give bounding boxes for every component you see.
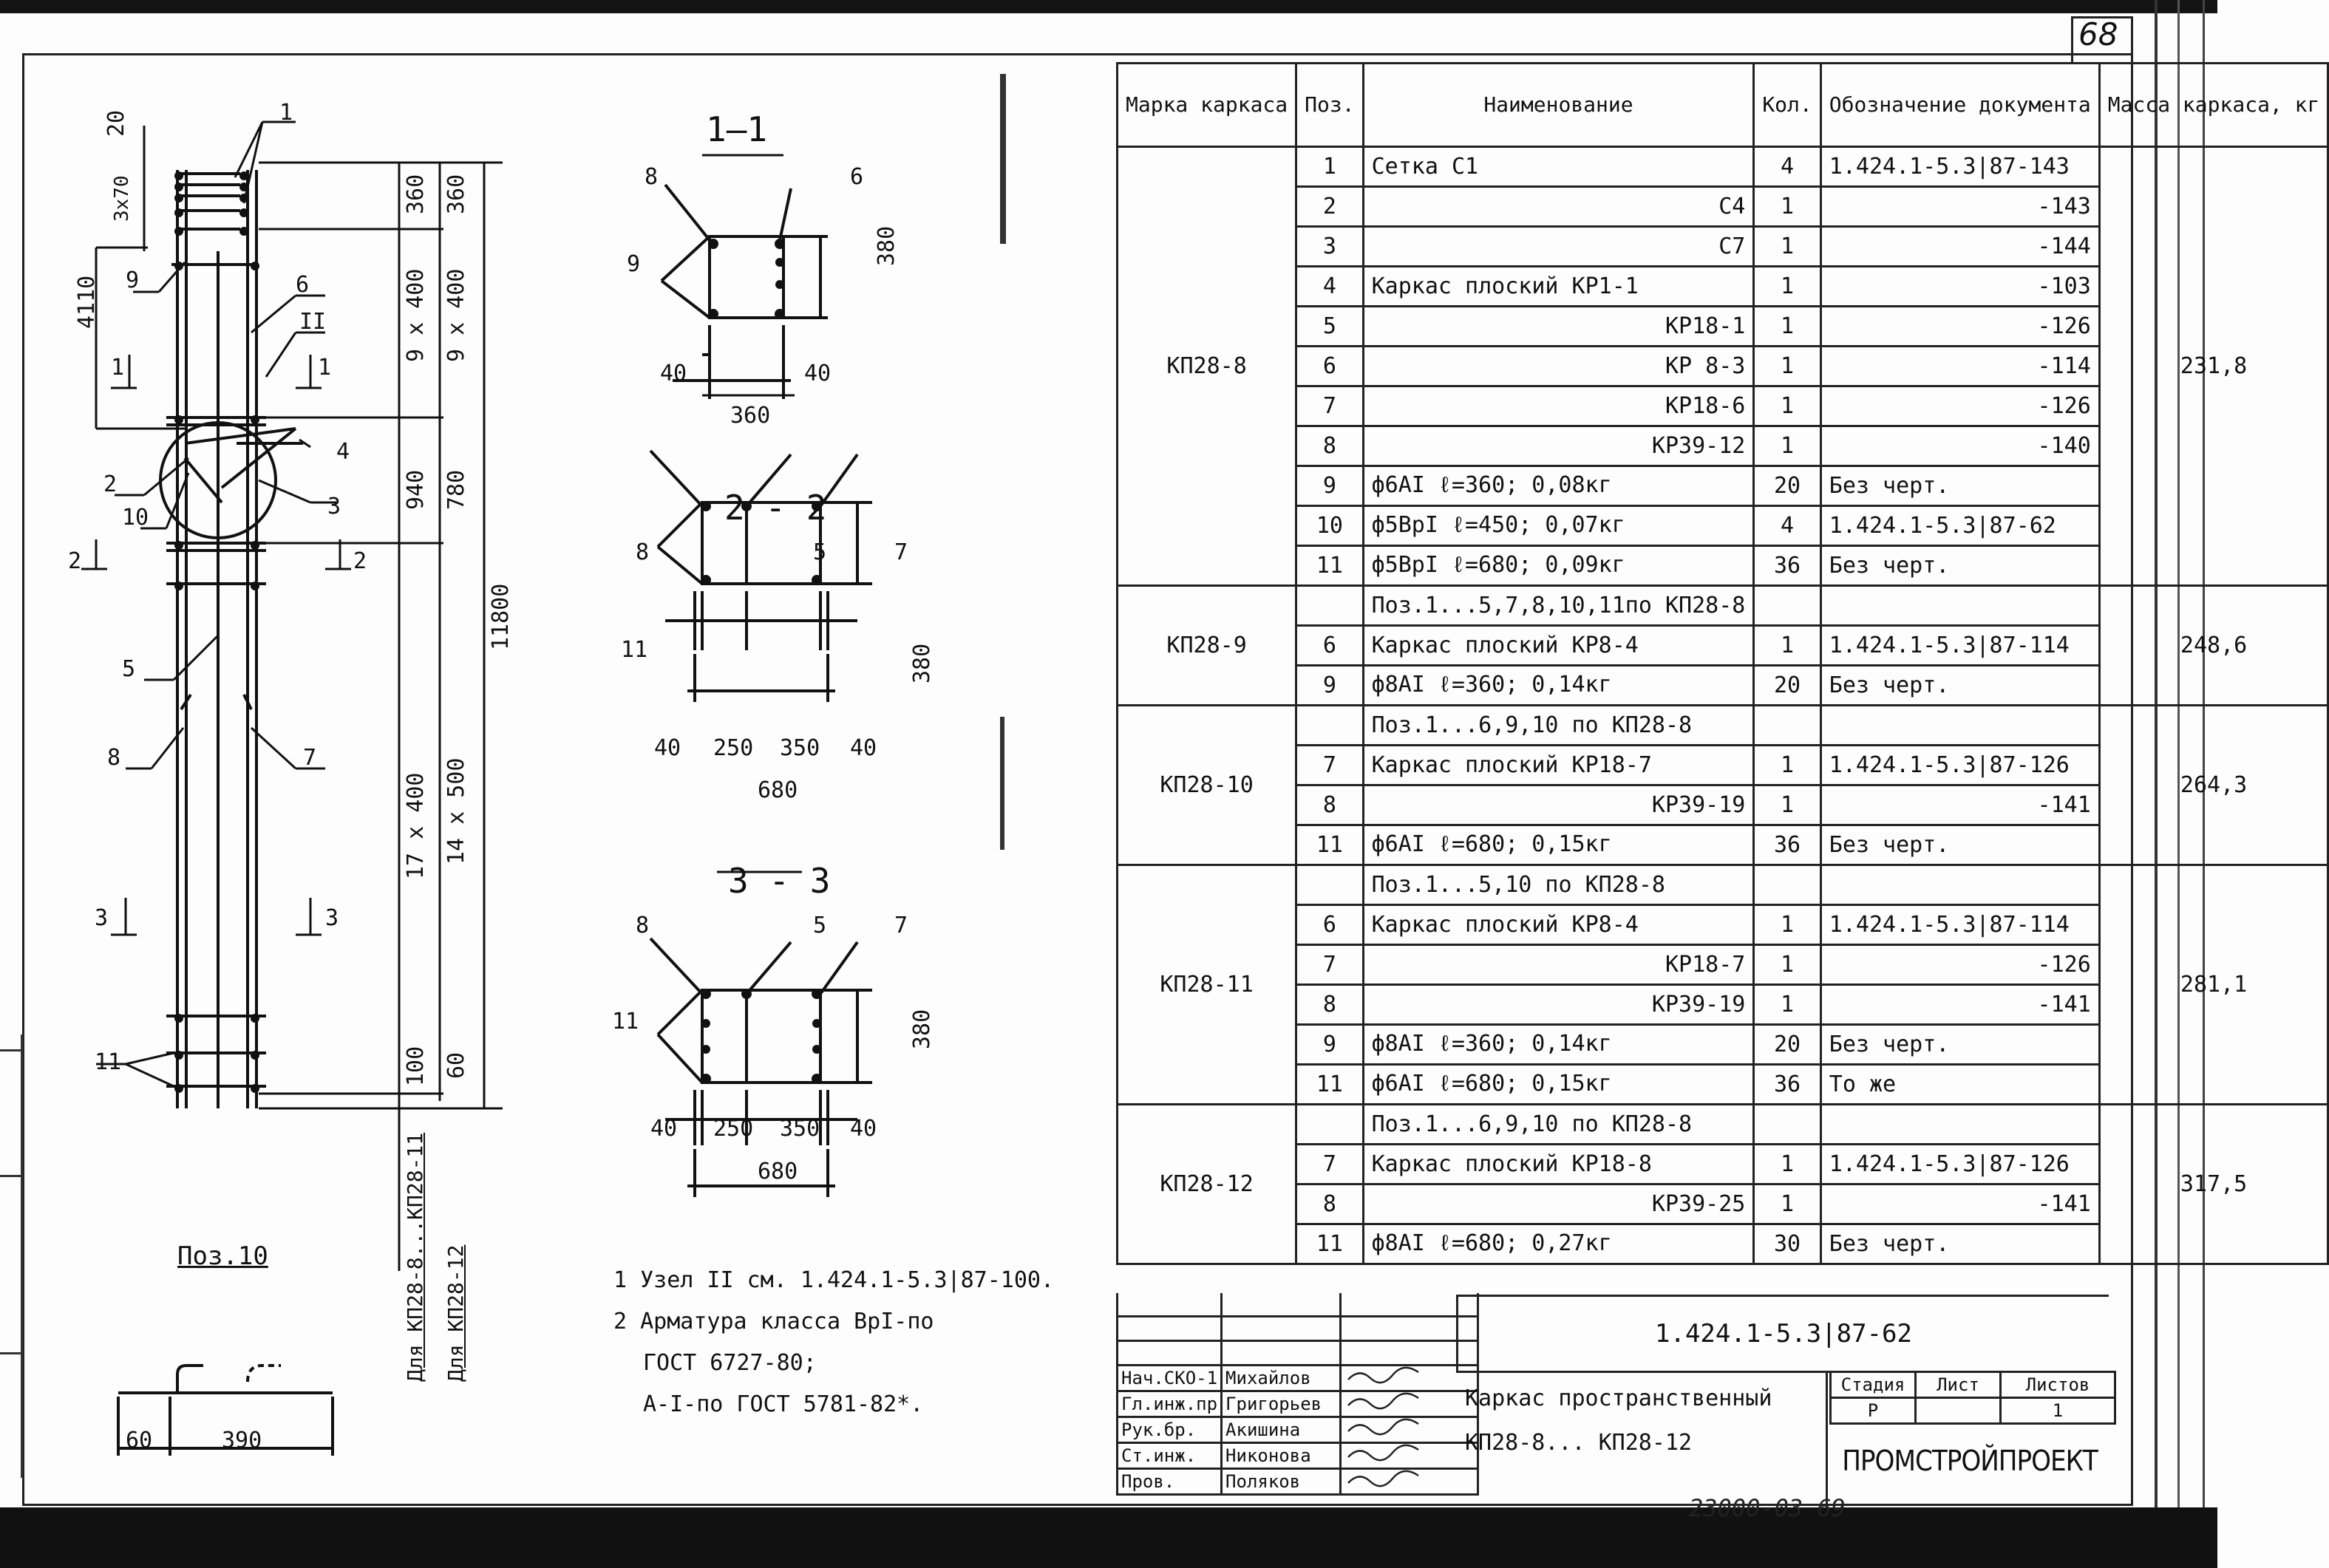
signatory-name: Акишина bbox=[1222, 1417, 1341, 1443]
document-cell: -143 bbox=[1820, 187, 2099, 227]
callout-node-2: II bbox=[299, 309, 327, 335]
organization-name: ПРОМСТРОЙПРОЕКТ bbox=[1842, 1445, 2098, 1477]
cut-mark-2-right: 2 bbox=[353, 548, 367, 574]
title-block-signatures bbox=[1116, 1293, 1479, 1496]
section-2-2-title: 2 - 2 bbox=[724, 488, 827, 528]
document-cell: Без черт. bbox=[1820, 666, 2099, 706]
position-cell: 11 bbox=[1296, 546, 1363, 586]
handwritten-signature-icon bbox=[1344, 1444, 1426, 1463]
s2-callout-7: 7 bbox=[894, 539, 908, 565]
signature-row bbox=[1118, 1417, 1478, 1443]
name-cell: ф8АI ℓ=360; 0,14кг bbox=[1363, 666, 1754, 706]
position-cell: 11 bbox=[1296, 1224, 1363, 1264]
document-cell: -126 bbox=[1820, 386, 2099, 426]
pos10-dim-60: 60 bbox=[126, 1428, 153, 1453]
dim-4110: 4110 bbox=[74, 275, 100, 329]
quantity-cell bbox=[1754, 706, 1820, 746]
cut-mark-3-right: 3 bbox=[325, 905, 339, 931]
signatory-role: Рук.бр. bbox=[1118, 1417, 1222, 1443]
position-cell: 5 bbox=[1296, 307, 1363, 347]
quantity-cell: 36 bbox=[1754, 825, 1820, 865]
s1-callout-8: 8 bbox=[645, 164, 659, 190]
position-cell: 11 bbox=[1296, 825, 1363, 865]
quantity-cell: 1 bbox=[1754, 905, 1820, 945]
pos10-title: Поз.10 bbox=[177, 1241, 268, 1271]
header-mark: Марка каркаса bbox=[1118, 64, 1296, 147]
cage-mark: КП28-12 bbox=[1118, 1105, 1296, 1264]
callout-pos-2: 2 bbox=[103, 471, 118, 497]
specification-table bbox=[1116, 62, 2329, 1265]
name-cell: ф5ВрI ℓ=450; 0,07кг bbox=[1363, 506, 1754, 546]
quantity-cell: 1 bbox=[1754, 347, 1820, 386]
callout-pos-11: 11 bbox=[95, 1049, 122, 1075]
document-cell: -126 bbox=[1820, 945, 2099, 985]
s3-dim-680: 680 bbox=[758, 1159, 798, 1184]
document-cell: -141 bbox=[1820, 985, 2099, 1025]
signatory-name: Никонова bbox=[1222, 1443, 1341, 1469]
quantity-cell: 1 bbox=[1754, 227, 1820, 267]
section-3-3-title: 3 - 3 bbox=[728, 861, 831, 901]
cage-mark: КП28-8 bbox=[1118, 147, 1296, 586]
note-2-line-3: А-I-по ГОСТ 5781-82*. bbox=[643, 1391, 924, 1417]
dim-360-b: 360 bbox=[443, 174, 469, 214]
signatory-role: Ст.инж. bbox=[1118, 1443, 1222, 1469]
dim-780: 780 bbox=[443, 469, 469, 510]
callout-pos-9: 9 bbox=[126, 267, 140, 293]
name-cell: Каркас плоский КР8-4 bbox=[1363, 905, 1754, 945]
document-cell: Без черт. bbox=[1820, 466, 2099, 506]
s1-callout-6: 6 bbox=[850, 164, 864, 190]
position-cell: 7 bbox=[1296, 1145, 1363, 1184]
document-cell bbox=[1820, 865, 2099, 905]
table-row bbox=[1118, 706, 2328, 746]
name-cell: Поз.1...6,9,10 по КП28-8 bbox=[1363, 706, 1754, 746]
name-cell: Каркас плоский КР8-4 bbox=[1363, 626, 1754, 666]
header-mass: Масса каркаса, кг bbox=[2099, 64, 2328, 147]
drawing-title bbox=[1456, 1371, 1828, 1504]
signatory-name: Михайлов bbox=[1222, 1366, 1341, 1391]
position-cell: 8 bbox=[1296, 1184, 1363, 1224]
spec-body bbox=[1118, 147, 2328, 1264]
stage-value: Р bbox=[1831, 1398, 1916, 1424]
position-cell: 7 bbox=[1296, 945, 1363, 985]
quantity-cell: 36 bbox=[1754, 546, 1820, 586]
document-cell: -141 bbox=[1820, 785, 2099, 825]
quantity-cell: 20 bbox=[1754, 666, 1820, 706]
position-cell bbox=[1296, 865, 1363, 905]
s3-callout-11: 11 bbox=[612, 1009, 639, 1034]
header-qty: Кол. bbox=[1754, 64, 1820, 147]
drawing-title-line-1: Каркас пространственный bbox=[1465, 1385, 1772, 1411]
cage-mark: КП28-9 bbox=[1118, 586, 1296, 706]
dim-100: 100 bbox=[403, 1046, 429, 1086]
name-cell: Каркас плоский КР18-7 bbox=[1363, 746, 1754, 785]
s3-dim-40-left: 40 bbox=[650, 1116, 678, 1142]
s3-dim-40-right: 40 bbox=[850, 1116, 877, 1142]
pos10-detail-drawing bbox=[103, 1352, 355, 1478]
quantity-cell: 1 bbox=[1754, 187, 1820, 227]
s1-dim-40-right: 40 bbox=[804, 361, 832, 386]
signatures-body bbox=[1118, 1366, 1478, 1495]
name-cell: Поз.1...5,7,8,10,11по КП28-8 bbox=[1363, 586, 1754, 626]
s3-callout-7: 7 bbox=[894, 913, 908, 938]
name-cell: КР 8-3 bbox=[1363, 347, 1754, 386]
name-cell: КР18-1 bbox=[1363, 307, 1754, 347]
callout-pos-1: 1 bbox=[279, 100, 293, 126]
note-for-kp28-12: Для КП28-12 bbox=[443, 1244, 468, 1382]
s2-dim-380: 380 bbox=[909, 643, 935, 684]
document-cell: 1.424.1-5.3|87-114 bbox=[1820, 626, 2099, 666]
s2-callout-8: 8 bbox=[636, 539, 650, 565]
quantity-cell: 1 bbox=[1754, 1145, 1820, 1184]
document-cell: -126 bbox=[1820, 307, 2099, 347]
document-cell: -140 bbox=[1820, 426, 2099, 466]
dim-17x400: 17 x 400 bbox=[403, 772, 429, 879]
cage-mass: 231,8 bbox=[2099, 147, 2328, 586]
position-cell: 1 bbox=[1296, 147, 1363, 187]
header-name: Наименование bbox=[1363, 64, 1754, 147]
document-cell: 1.424.1-5.3|87-126 bbox=[1820, 746, 2099, 785]
position-cell: 6 bbox=[1296, 626, 1363, 666]
callout-pos-3: 3 bbox=[327, 494, 341, 519]
document-cell bbox=[1820, 1105, 2099, 1145]
name-cell: ф6АI ℓ=360; 0,08кг bbox=[1363, 466, 1754, 506]
cage-mark: КП28-11 bbox=[1118, 865, 1296, 1105]
signature-row bbox=[1118, 1443, 1478, 1469]
sheets-label: Листов bbox=[2001, 1372, 2115, 1398]
s3-callout-8: 8 bbox=[636, 913, 650, 938]
quantity-cell: 36 bbox=[1754, 1065, 1820, 1105]
cut-mark-3-left: 3 bbox=[95, 905, 109, 931]
header-pos: Поз. bbox=[1296, 64, 1363, 147]
document-cell: 1.424.1-5.3|87-143 bbox=[1820, 147, 2099, 187]
quantity-cell: 1 bbox=[1754, 1184, 1820, 1224]
position-cell: 11 bbox=[1296, 1065, 1363, 1105]
s2-callout-5: 5 bbox=[813, 539, 827, 565]
s2-dim-250: 250 bbox=[713, 735, 754, 761]
stage-label: Стадия bbox=[1831, 1372, 1916, 1398]
position-cell: 6 bbox=[1296, 905, 1363, 945]
document-cell: 1.424.1-5.3|87-114 bbox=[1820, 905, 2099, 945]
name-cell: ф8АI ℓ=680; 0,27кг bbox=[1363, 1224, 1754, 1264]
signature-row bbox=[1118, 1391, 1478, 1417]
handwritten-signature-icon bbox=[1344, 1366, 1426, 1385]
document-cell: -141 bbox=[1820, 1184, 2099, 1224]
callout-pos-10: 10 bbox=[122, 505, 149, 531]
dim-9x400-b: 9 x 400 bbox=[443, 268, 469, 362]
document-cell: -103 bbox=[1820, 267, 2099, 307]
position-cell bbox=[1296, 586, 1363, 626]
document-cell bbox=[1820, 586, 2099, 626]
dim-60: 60 bbox=[443, 1051, 469, 1079]
cut-mark-1-right: 1 bbox=[318, 355, 332, 381]
quantity-cell: 1 bbox=[1754, 785, 1820, 825]
position-cell bbox=[1296, 1105, 1363, 1145]
document-cell: -114 bbox=[1820, 347, 2099, 386]
handwritten-signature-icon bbox=[1344, 1392, 1426, 1411]
signatory-role: Пров. bbox=[1118, 1469, 1222, 1495]
name-cell: КР18-6 bbox=[1363, 386, 1754, 426]
position-cell: 6 bbox=[1296, 347, 1363, 386]
cage-mass: 248,6 bbox=[2099, 586, 2328, 706]
dim-14x500: 14 x 500 bbox=[443, 757, 469, 865]
quantity-cell: 1 bbox=[1754, 626, 1820, 666]
position-cell: 8 bbox=[1296, 985, 1363, 1025]
table-row bbox=[1118, 147, 2328, 187]
name-cell: ф8АI ℓ=360; 0,14кг bbox=[1363, 1025, 1754, 1065]
s2-dim-350: 350 bbox=[780, 735, 820, 761]
name-cell: КР39-12 bbox=[1363, 426, 1754, 466]
position-cell: 7 bbox=[1296, 746, 1363, 785]
dim-11800: 11800 bbox=[488, 583, 514, 650]
notes bbox=[613, 1260, 1054, 1425]
drawing-title-line-2: КП28-8... КП28-12 bbox=[1465, 1430, 1693, 1456]
note-2-line-2: ГОСТ 6727-80; bbox=[643, 1350, 817, 1376]
name-cell: С7 bbox=[1363, 227, 1754, 267]
s3-dim-250: 250 bbox=[713, 1116, 754, 1142]
quantity-cell: 1 bbox=[1754, 985, 1820, 1025]
quantity-cell: 20 bbox=[1754, 1025, 1820, 1065]
cut-mark-1-left: 1 bbox=[111, 355, 125, 381]
spec-header-row bbox=[1118, 64, 2328, 147]
document-cell: Без черт. bbox=[1820, 1224, 2099, 1264]
document-cell: То же bbox=[1820, 1065, 2099, 1105]
name-cell: Каркас плоский КР1-1 bbox=[1363, 267, 1754, 307]
callout-pos-6: 6 bbox=[296, 272, 310, 298]
name-cell: ф6АI ℓ=680; 0,15кг bbox=[1363, 1065, 1754, 1105]
name-cell: Сетка С1 bbox=[1363, 147, 1754, 187]
s1-dim-40-left: 40 bbox=[660, 361, 687, 386]
signatory-role: Нач.СКО-1 bbox=[1118, 1366, 1222, 1391]
name-cell: КР18-7 bbox=[1363, 945, 1754, 985]
handwritten-signature-icon bbox=[1344, 1470, 1426, 1489]
scan-border-bottom bbox=[0, 1507, 2217, 1568]
quantity-cell: 1 bbox=[1754, 267, 1820, 307]
position-cell: 9 bbox=[1296, 466, 1363, 506]
document-cell: 1.424.1-5.3|87-126 bbox=[1820, 1145, 2099, 1184]
quantity-cell: 1 bbox=[1754, 386, 1820, 426]
name-cell: КР39-19 bbox=[1363, 785, 1754, 825]
s1-dim-380: 380 bbox=[874, 225, 900, 266]
dim-3x70: 3x70 bbox=[111, 175, 133, 222]
quantity-cell: 4 bbox=[1754, 506, 1820, 546]
note-2: 2 Арматура класса ВрI-по bbox=[613, 1309, 934, 1334]
signatory-name: Поляков bbox=[1222, 1469, 1341, 1495]
dim-940: 940 bbox=[403, 469, 429, 510]
position-cell: 2 bbox=[1296, 187, 1363, 227]
name-cell: ф5ВрI ℓ=680; 0,09кг bbox=[1363, 546, 1754, 586]
page-number: 68 bbox=[2078, 16, 2118, 52]
stage-sheet-block bbox=[1829, 1371, 2116, 1425]
table-row bbox=[1118, 586, 2328, 626]
signature-row bbox=[1118, 1366, 1478, 1391]
position-cell bbox=[1296, 706, 1363, 746]
position-cell: 7 bbox=[1296, 386, 1363, 426]
table-row bbox=[1118, 1105, 2328, 1145]
table-row bbox=[1118, 865, 2328, 905]
s2-dim-40-right: 40 bbox=[850, 735, 877, 761]
position-cell: 3 bbox=[1296, 227, 1363, 267]
quantity-cell: 30 bbox=[1754, 1224, 1820, 1264]
document-cell: -144 bbox=[1820, 227, 2099, 267]
cage-mark: КП28-10 bbox=[1118, 706, 1296, 865]
cage-mass: 281,1 bbox=[2099, 865, 2328, 1105]
position-cell: 8 bbox=[1296, 426, 1363, 466]
callout-pos-7: 7 bbox=[303, 745, 317, 771]
dim-9x400-a: 9 x 400 bbox=[403, 268, 429, 362]
pos10-dim-390: 390 bbox=[222, 1428, 262, 1453]
position-cell: 9 bbox=[1296, 666, 1363, 706]
cage-mass: 317,5 bbox=[2099, 1105, 2328, 1264]
quantity-cell: 20 bbox=[1754, 466, 1820, 506]
callout-pos-4: 4 bbox=[336, 439, 350, 465]
quantity-cell: 1 bbox=[1754, 307, 1820, 347]
name-cell: Каркас плоский КР18-8 bbox=[1363, 1145, 1754, 1184]
document-cell: Без черт. bbox=[1820, 825, 2099, 865]
callout-pos-8: 8 bbox=[107, 745, 121, 771]
quantity-cell: 4 bbox=[1754, 147, 1820, 187]
s3-dim-380: 380 bbox=[909, 1009, 935, 1049]
s3-callout-5: 5 bbox=[813, 913, 827, 938]
position-cell: 4 bbox=[1296, 267, 1363, 307]
name-cell: ф6АI ℓ=680; 0,15кг bbox=[1363, 825, 1754, 865]
name-cell: Поз.1...5,10 по КП28-8 bbox=[1363, 865, 1754, 905]
name-cell: Поз.1...6,9,10 по КП28-8 bbox=[1363, 1105, 1754, 1145]
s1-callout-9: 9 bbox=[627, 251, 641, 277]
name-cell: КР39-25 bbox=[1363, 1184, 1754, 1224]
note-for-kp28-8-11: Для КП28-8...КП28-11 bbox=[403, 1132, 427, 1382]
dim-20: 20 bbox=[103, 109, 129, 137]
signatory-role: Гл.инж.пр bbox=[1118, 1391, 1222, 1417]
archive-number: 23000-03 69 bbox=[1689, 1494, 1846, 1522]
quantity-cell: 1 bbox=[1754, 945, 1820, 985]
name-cell: КР39-19 bbox=[1363, 985, 1754, 1025]
header-doc: Обозначение документа bbox=[1820, 64, 2099, 147]
document-cell bbox=[1820, 706, 2099, 746]
document-code: 1.424.1-5.3|87-62 bbox=[1456, 1295, 2109, 1373]
quantity-cell bbox=[1754, 1105, 1820, 1145]
sheets-value: 1 bbox=[2001, 1398, 2115, 1424]
sheet-label: Лист bbox=[1916, 1372, 2001, 1398]
handwritten-signature-icon bbox=[1344, 1418, 1426, 1437]
quantity-cell: 1 bbox=[1754, 746, 1820, 785]
s2-callout-11: 11 bbox=[621, 637, 648, 663]
position-cell: 8 bbox=[1296, 785, 1363, 825]
cage-mass: 264,3 bbox=[2099, 706, 2328, 865]
note-1: 1 Узел II см. 1.424.1-5.3|87-100. bbox=[613, 1267, 1055, 1293]
document-cell: Без черт. bbox=[1820, 1025, 2099, 1065]
quantity-cell bbox=[1754, 865, 1820, 905]
signatory-name: Григорьев bbox=[1222, 1391, 1341, 1417]
s1-dim-360: 360 bbox=[730, 403, 771, 429]
s3-dim-350: 350 bbox=[780, 1116, 820, 1142]
position-cell: 10 bbox=[1296, 506, 1363, 546]
signature-row bbox=[1118, 1469, 1478, 1495]
dim-360-a: 360 bbox=[403, 174, 429, 214]
document-cell: 1.424.1-5.3|87-62 bbox=[1820, 506, 2099, 546]
section-1-1-title: 1—1 bbox=[706, 109, 768, 149]
quantity-cell: 1 bbox=[1754, 426, 1820, 466]
quantity-cell bbox=[1754, 586, 1820, 626]
position-cell: 9 bbox=[1296, 1025, 1363, 1065]
s2-dim-680: 680 bbox=[758, 777, 798, 803]
callout-pos-5: 5 bbox=[122, 656, 136, 682]
name-cell: С4 bbox=[1363, 187, 1754, 227]
document-cell: Без черт. bbox=[1820, 546, 2099, 586]
s2-dim-40-left: 40 bbox=[654, 735, 681, 761]
cut-mark-2-left: 2 bbox=[68, 548, 82, 574]
